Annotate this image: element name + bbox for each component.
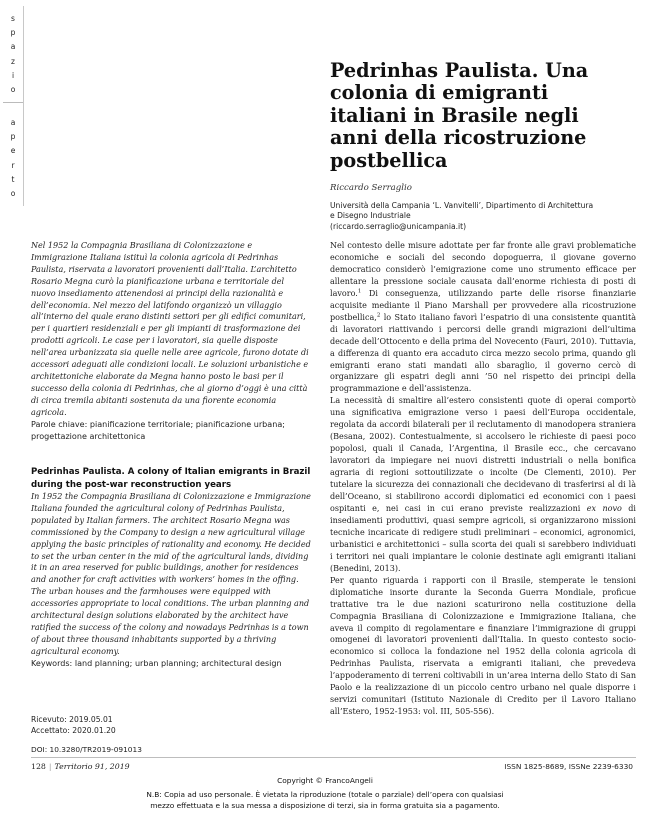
article-title: Pedrinhas Paulista. Una colonia di emigranti italiani in Brasile negli anni della ricostruzione postbellica [330, 59, 589, 172]
abstract-english: In 1952 the Compagnia Brasiliana di Colonizzazione e Immigrazione Italiana founded the agricultural colony of Pedrinhas Paulista, populated by Italian farmers. The architect Rosario Megna was commissioned by the Company to design a new agricultural village applying the basic principles of rationality and economy. He decided to set the urban center in the mid of the agricultural lands, dividing it in an area reserved for public buildings, another for residences and another for craft activities with workers’ homes in the offing. The urban houses and the farmhouses were equipped with accessories appropriate to local conditions. The urban planning and architectural design solutions elaborated by the architect have ratified the success of the colony and nowadays Pedrinhas is a town of about three thousand inhabitants supported by a thriving agricultural economy. [31, 492, 311, 656]
body-column [330, 240, 636, 718]
received-date: Ricevuto: 2019.05.01 [31, 715, 113, 724]
footnote-ref[interactable]: 2 [376, 312, 381, 319]
accepted-date: Accettato: 2020.01.20 [31, 725, 116, 735]
text-run: lo Stato italiano favorì l’espatrio di una consistente quantità di lavoratori riattivando i percorsi delle grandi migrazioni dell’ultima decade dell’Ottocento e della prima del Novecento (Fauri, 2010). Tuttavia, a differenza di quanto era accaduto circa mezzo secolo prima, quando gli emigranti erano stati mandati allo sbaraglio, il governo cercò di organizzare gli espatri degli anni ’50 nel rispetto dei principi della programmazione e dell’assistenza. [330, 312, 636, 394]
journal-name: Territorio 91, 2019 [54, 762, 130, 771]
usage-notice [0, 790, 650, 811]
page-number: 128 [31, 762, 46, 771]
abstracts-column [31, 240, 311, 670]
spine-word-aperto [3, 118, 23, 198]
doi-label[interactable]: DOI: 10.3280/TR2019-091013 [31, 745, 142, 754]
english-title: Pedrinhas Paulista. A colony of Italian emigrants in Brazil during the post-war reconstruction years [31, 467, 311, 490]
author-affiliation [330, 201, 635, 232]
spine-letter: o [10, 189, 16, 199]
spine-letter: a [10, 118, 16, 127]
page-folio [31, 762, 130, 771]
body-paragraph: Per quanto riguarda i rapporti con il Brasile, stemperate le tensioni diplomatiche insorte durante la Seconda Guerra Mondiale, proficue trattative tra le due nazioni scaturirono nella costituzione della Compagnia Brasiliana di Colonizzazione e Immigrazione Italiana, che aveva il compito di regolamentare e finanziare l’immigrazione di gruppi omogenei di lavoratori provenienti dall’Italia. In questo contesto socio-economico si colloca la fondazione nel 1952 della colonia agricola di Pedrinhas Paulista, riservata a emigranti italiani, che prevedeva l’appoderamento di terreni coltivabili in un’area interna dello Stato di San Paolo e la realizzazione di un piccolo centro urbano nel quale disporre i servizi comunitari (Istituto Nazionale di Credito per il Lavoro Italiano all’Estero, 1952-1953: vol. III, 505-556). [330, 575, 636, 717]
affiliation-line: Università della Campania ‘L. Vanvitelli’, Dipartimento di Architettura [330, 201, 594, 210]
spine-letter: i [11, 70, 15, 80]
text-run: La necessità di smaltire all’estero consistenti quote di operai comportò una significativa emigrazione verso i paesi dell’Europa occidentale, regolata da accordi bilaterali per il reclutamento di manodopera straniera (Besana, 2002). Contestualmente, si accolsero le richieste di paesi poco popolosi, quali il Canada, l’Argentina, il Brasile ecc., che cercavano lavoratori da impiegare nei nuovi distretti industriali o nella bonifica agraria di regioni sottoutilizzate o incolte (De Clementi, 2010). Per tutelare la sicurezza dei connazionali che decidevano di trasferirsi al di là dell’Oceano, si stabilirono accordi diplomatici ed economici con i paesi ospitanti e, nei casi in cui erano previste realizzazioni [330, 396, 636, 513]
spine-letter: r [11, 160, 15, 170]
section-spine [3, 6, 24, 206]
text-run: Di conseguenza, utilizzando parte delle risorse finanziarie acquisite mediante il Piano Marshall per provvedere alla ricostruzione postbellica, [330, 288, 636, 322]
spine-word-spazio [3, 14, 23, 94]
keywords-english: Keywords: land planning; urban planning; architectural design [31, 658, 282, 668]
text-run: di insediamenti produttivi, quasi sempre agricoli, si organizzarono missioni tecniche incaricate di redigere studi preliminari – economici, agronomici, urbanistici e architettonici – sulla scorta dei quali si sarebbero individuati i territori nei quali impiantare le colonie destinate agli emigranti italiani (Benedini, 2013). [330, 503, 636, 573]
keywords-italian: Parole chiave: pianificazione territoriale; pianificazione urbana; progettazione architettonica [31, 419, 285, 441]
spine-letter: p [10, 28, 16, 38]
body-paragraph [330, 395, 636, 574]
spine-letter: a [10, 42, 16, 52]
submission-dates [31, 715, 116, 736]
footnote-ref[interactable]: 1 [357, 288, 362, 295]
spine-letter: s [11, 14, 15, 23]
copyright-notice: Copyright © FrancoAngeli [277, 776, 373, 785]
body-paragraph [330, 240, 636, 395]
spine-letter: e [10, 146, 16, 156]
spine-divider [3, 102, 23, 103]
spine-letter: p [10, 132, 16, 142]
author-name: Riccardo Serraglio [330, 183, 412, 193]
notice-line: N.B: Copia ad uso personale. È vietata la riproduzione (totale o parziale) dell’opera con qualsiasi [146, 790, 504, 799]
notice-line: mezzo effettuata e la sua messa a disposizione di terzi, sia in forma gratuita sia a pagamento. [150, 800, 500, 810]
issn-label: ISSN 1825-8689, ISSNe 2239-6330 [504, 762, 633, 771]
text-run: Nel contesto delle misure adottate per far fronte alle gravi problematiche economiche e sociali del secondo dopoguerra, il giovane governo democratico considerò l’emigrazione come uno strumento efficace per allentare la pressione sociale causata dall’enorme richiesta di posti di lavoro. [330, 241, 636, 298]
footer-rule [31, 757, 636, 758]
abstract-italian: Nel 1952 la Compagnia Brasiliana di Colonizzazione e Immigrazione Italiana istituì la colonia agricola di Pedrinhas Paulista, riservata a lavoratori provenienti dall’Italia. L’architetto Rosario Megna curò la pianificazione urbana e territoriale del nuovo insediamento attenendosi ai principi della razionalità e dell’economia. Nel mezzo del latifondo organizzò un villaggio all’interno del quale erano distinti settori per gli edifici comunitari, per i quartieri residenziali e per gli impianti di trasformazione dei prodotti agricoli. Le case per i lavoratori, sia quelle disposte nell’area urbanizzata sia quelle nelle aree agricole, furono dotate di accessori adeguati alle condizioni locali. Le soluzioni urbanistiche e architettoniche elaborate da Megna hanno posto le basi per il successo della colonia di Pedrinhas, che al giorno d’oggi è una città di circa tremila abitanti sostenuta da una fiorente economia agricola. [31, 241, 309, 417]
spine-letter: o [10, 85, 16, 95]
affiliation-line: e Disegno Industriale [330, 211, 411, 221]
author-email[interactable]: (riccardo.serraglio@unicampania.it) [330, 221, 467, 231]
italic-run: ex novo [586, 503, 622, 513]
spine-letter: t [11, 174, 15, 184]
spine-letter: z [11, 56, 15, 66]
folio-separator: | [48, 762, 52, 771]
